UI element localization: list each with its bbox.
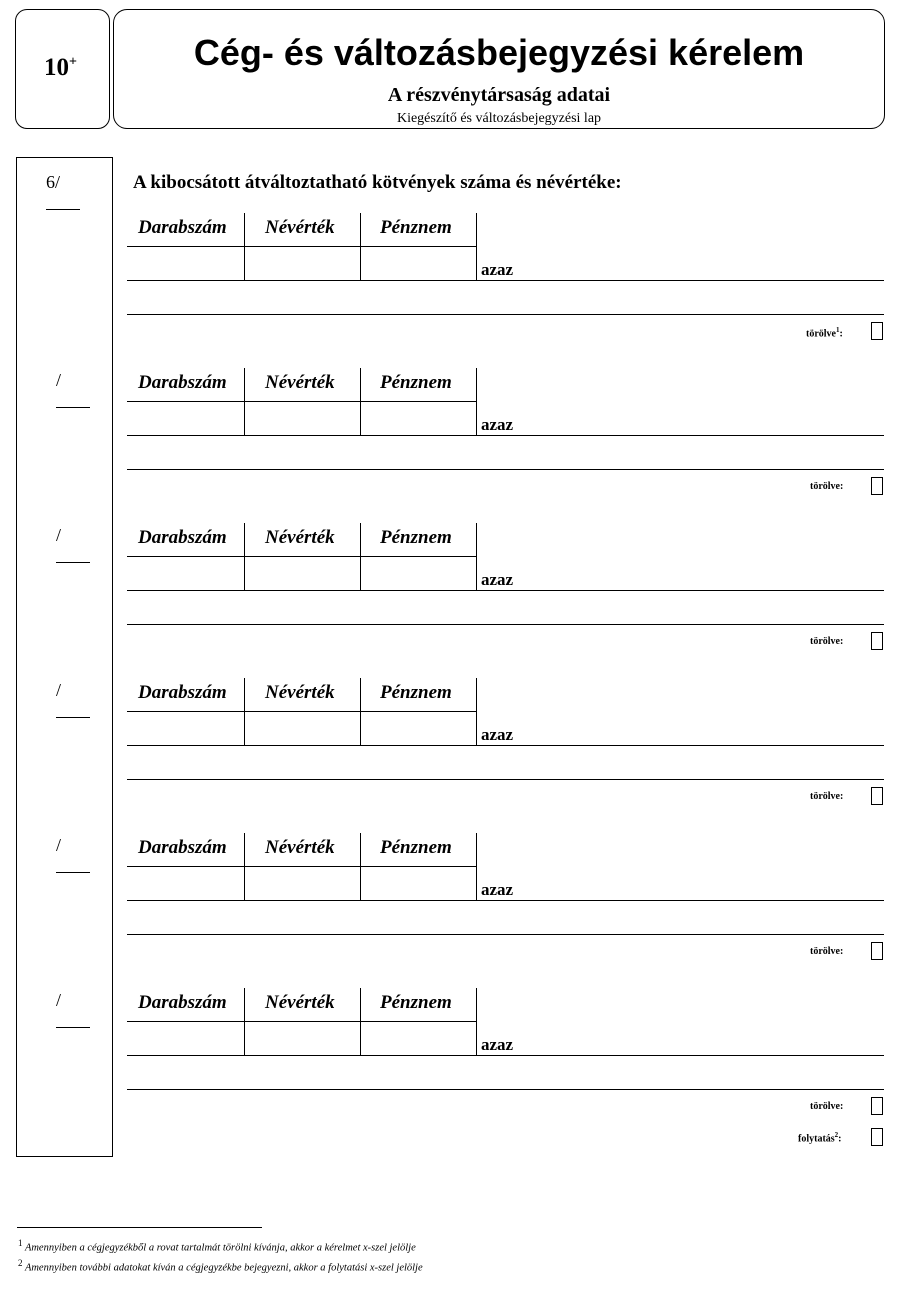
row-number-prefix: / xyxy=(56,990,62,1010)
deleted-label-sup: 1 xyxy=(836,326,840,334)
header-nominal: Névérték xyxy=(265,217,335,238)
column-divider xyxy=(244,988,245,1055)
column-divider xyxy=(476,523,477,590)
column-divider xyxy=(360,833,361,900)
header-currency: Pénznem xyxy=(380,992,452,1013)
row-number-prefix: / xyxy=(56,525,62,545)
amount-in-words-field[interactable] xyxy=(522,408,882,434)
column-divider xyxy=(360,523,361,590)
entry-line-2 xyxy=(127,934,884,935)
header-count: Darabszám xyxy=(138,372,227,393)
header-nominal: Névérték xyxy=(265,837,335,858)
row-number-prefix: / xyxy=(56,835,62,855)
column-divider xyxy=(476,678,477,745)
row-number xyxy=(56,525,90,568)
header-count: Darabszám xyxy=(138,682,227,703)
deleted-label xyxy=(806,326,843,339)
additional-line-field[interactable] xyxy=(128,593,883,623)
nominal-field[interactable] xyxy=(246,868,359,898)
deleted-checkbox[interactable] xyxy=(871,942,883,960)
column-divider xyxy=(476,213,477,280)
header-underline xyxy=(127,711,476,712)
entry-line-2 xyxy=(127,1089,884,1090)
deleted-label-text: törölve: xyxy=(810,946,844,957)
deleted-label xyxy=(810,791,843,802)
nominal-field[interactable] xyxy=(246,248,359,278)
additional-line-field[interactable] xyxy=(128,748,883,778)
column-divider xyxy=(360,368,361,435)
currency-field[interactable] xyxy=(362,868,475,898)
column-divider xyxy=(360,678,361,745)
amount-in-words-field[interactable] xyxy=(522,873,882,899)
footnote-divider xyxy=(17,1227,262,1228)
entry-line-2 xyxy=(127,624,884,625)
continuation-checkbox[interactable] xyxy=(871,1128,883,1146)
header-currency: Pénznem xyxy=(380,837,452,858)
additional-line-field[interactable] xyxy=(128,1058,883,1088)
azaz-label: azaz xyxy=(481,570,514,589)
nominal-field[interactable] xyxy=(246,403,359,433)
column-divider xyxy=(476,368,477,435)
form-subsubtitle: Kiegészítő és változásbejegyzési lap xyxy=(396,111,602,126)
page-number-badge xyxy=(15,9,110,129)
header-count: Darabszám xyxy=(138,992,227,1013)
amount-in-words-field[interactable] xyxy=(522,718,882,744)
entry-line-2 xyxy=(127,779,884,780)
count-field[interactable] xyxy=(128,1023,243,1053)
deleted-label-text: törölve xyxy=(806,328,836,340)
header-underline xyxy=(127,556,476,557)
header-count: Darabszám xyxy=(138,527,227,548)
entry-line xyxy=(127,435,884,436)
azaz-label: azaz xyxy=(481,260,514,279)
continuation-label: folytatás$^2$: xyxy=(798,1131,842,1145)
deleted-checkbox[interactable] xyxy=(871,477,883,495)
currency-field[interactable] xyxy=(362,403,475,433)
amount-in-words-field[interactable] xyxy=(522,1028,882,1054)
row-number xyxy=(56,990,90,1033)
entry-line xyxy=(127,590,884,591)
header-nominal: Névérték xyxy=(265,372,335,393)
additional-line-field[interactable] xyxy=(128,903,883,933)
count-field[interactable] xyxy=(128,713,243,743)
row-number xyxy=(46,172,80,215)
azaz-label: azaz xyxy=(481,415,514,434)
nominal-field[interactable] xyxy=(246,713,359,743)
deleted-label xyxy=(810,481,843,492)
entry-line xyxy=(127,745,884,746)
deleted-label-text: törölve: xyxy=(810,481,844,492)
column-divider xyxy=(476,833,477,900)
deleted-checkbox[interactable] xyxy=(871,1097,883,1115)
deleted-checkbox[interactable] xyxy=(871,632,883,650)
row-number-blank[interactable] xyxy=(56,1011,90,1028)
page-number: 10+ xyxy=(44,54,77,81)
nominal-field[interactable] xyxy=(246,1023,359,1053)
column-divider xyxy=(476,988,477,1055)
deleted-label-text: törölve: xyxy=(810,636,844,647)
entry-line-2 xyxy=(127,314,884,315)
deleted-checkbox[interactable] xyxy=(871,787,883,805)
row-number-prefix: 6/ xyxy=(46,172,61,192)
header-underline xyxy=(127,401,476,402)
row-number-blank[interactable] xyxy=(56,701,90,718)
header-count: Darabszám xyxy=(138,837,227,858)
column-divider xyxy=(244,833,245,900)
count-field[interactable] xyxy=(128,558,243,588)
row-number-blank[interactable] xyxy=(56,856,90,873)
header-currency: Pénznem xyxy=(380,372,452,393)
entry-line-2 xyxy=(127,469,884,470)
section-heading: A kibocsátott átváltoztatható kötvények száma és névértéke: xyxy=(133,172,622,193)
deleted-label-colon: : xyxy=(839,328,843,340)
form-title: Cég- és változásbejegyzési kérelem xyxy=(193,32,805,73)
form-subtitle: A részvénytársaság adatai xyxy=(387,84,611,106)
currency-field[interactable] xyxy=(362,713,475,743)
currency-field[interactable] xyxy=(362,248,475,278)
column-divider xyxy=(360,213,361,280)
header-underline xyxy=(127,1021,476,1022)
column-divider xyxy=(360,988,361,1055)
azaz-label: azaz xyxy=(481,725,514,744)
header-nominal: Névérték xyxy=(265,992,335,1013)
header-currency: Pénznem xyxy=(380,217,452,238)
column-divider xyxy=(244,523,245,590)
nominal-field[interactable] xyxy=(246,558,359,588)
deleted-label-text: törölve: xyxy=(810,791,844,802)
column-divider xyxy=(244,213,245,280)
azaz-label: azaz xyxy=(481,880,514,899)
header-underline xyxy=(127,246,476,247)
count-field[interactable] xyxy=(128,248,243,278)
deleted-label xyxy=(810,946,843,957)
amount-in-words-field[interactable] xyxy=(522,253,882,279)
entry-line xyxy=(127,1055,884,1056)
entry-line xyxy=(127,280,884,281)
azaz-label: azaz xyxy=(481,1035,514,1054)
row-number xyxy=(56,835,90,878)
row-number-blank[interactable] xyxy=(56,546,90,563)
column-divider xyxy=(244,368,245,435)
currency-field[interactable] xyxy=(362,558,475,588)
deleted-label-text: törölve: xyxy=(810,1101,844,1112)
amount-in-words-field[interactable] xyxy=(522,563,882,589)
header-count: Darabszám xyxy=(138,217,227,238)
row-number-prefix: / xyxy=(56,370,62,390)
row-number-prefix: / xyxy=(56,680,62,700)
title-box xyxy=(113,9,885,129)
header-currency: Pénznem xyxy=(380,527,452,548)
column-divider xyxy=(244,678,245,745)
header-nominal: Névérték xyxy=(265,527,335,548)
deleted-checkbox[interactable] xyxy=(871,322,883,340)
header-underline xyxy=(127,866,476,867)
header-nominal: Névérték xyxy=(265,682,335,703)
currency-field[interactable] xyxy=(362,1023,475,1053)
deleted-label xyxy=(810,1101,843,1112)
additional-line-field[interactable] xyxy=(128,438,883,468)
row-number xyxy=(56,680,90,723)
entry-line xyxy=(127,900,884,901)
header-currency: Pénznem xyxy=(380,682,452,703)
row-number-blank[interactable] xyxy=(46,193,80,210)
additional-line-field[interactable] xyxy=(128,283,883,313)
footnote-1: $^1$ Amennyiben a cégjegyzékből a rovat tartalmát törölni kívánja, akkor a kérelmet x-szel jelölje xyxy=(18,1238,416,1254)
count-field[interactable] xyxy=(128,403,243,433)
row-number-blank[interactable] xyxy=(56,391,90,408)
footnote-2: $^2$ Amennyiben további adatokat kíván a cégjegyzékbe bejegyezni, akkor a folytatási x-szel jelölje xyxy=(18,1258,423,1274)
count-field[interactable] xyxy=(128,868,243,898)
deleted-label xyxy=(810,636,843,647)
row-number xyxy=(56,370,90,413)
